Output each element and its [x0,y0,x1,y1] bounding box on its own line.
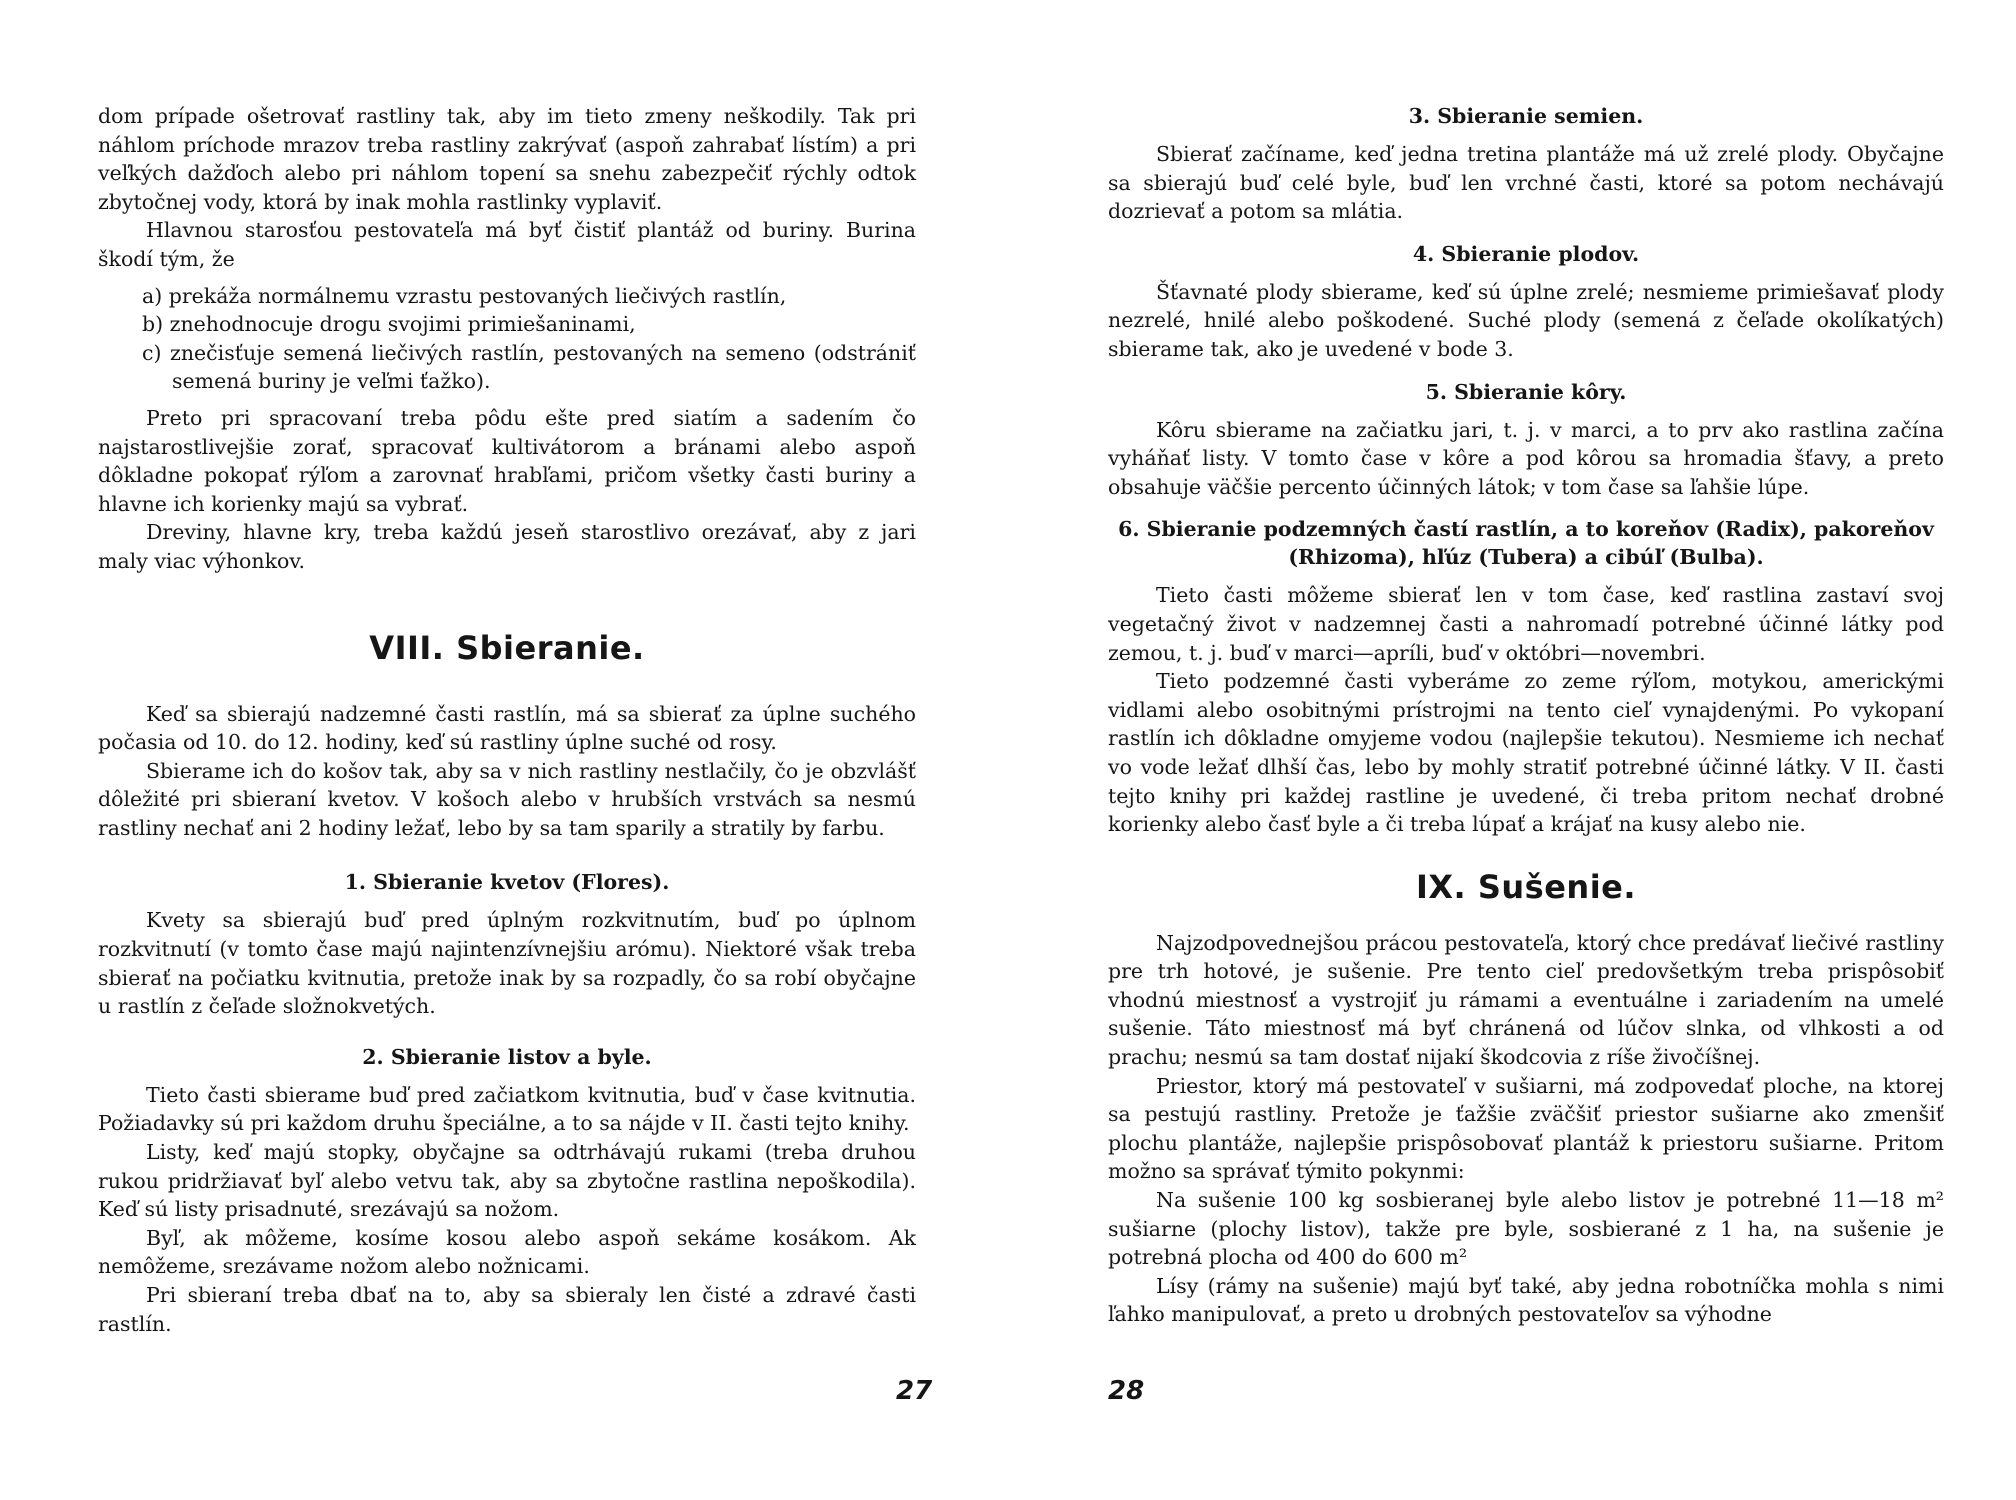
section-heading: 2. Sbieranie listov a byle. [362,1044,652,1069]
paragraph: Najzodpovednejšou prácou pestovateľa, ktorý chce predávať liečivé rastliny pre trh hotové, je sušenie. Pre tento cieľ predovšetkým treba prispôsobiť vhodnú miestnosť a vystrojiť ju rámami a eventuálne i zariadením na umelé sušenie. Táto miestnosť má byť chránená od lúčov slnka, od vlhkosti a od prachu; nesmú sa tam dostať nijakí škodcovia z ríše živočíšnej. [1108,930,1944,1070]
paragraph: Hlavnou starosťou pestovateľa má byť čistiť plantáž od buriny. Burina škodí tým, že [98,218,916,271]
list [142,282,916,396]
paragraph: dom prípade ošetrovať rastliny tak, aby im tieto zmeny neškodily. Tak pri náhlom príchode mrazov treba rastliny zakrývať (aspoň zahrabať lístím) a pri veľkých dažďoch alebo pri náhlom topení sa snehu zabezpečiť rýchly odtok zbytočnej vody, ktorá by inak mohla rastlinky vyplaviť. [98,104,916,214]
chapter-title: IX. Sušenie. [1415,867,1637,906]
paragraph: Kôru sbierame na začiatku jari, t. j. v marci, a to prv ako rastlina začína vyháňať listy. V tomto čase v kôre a pod kôrou sa hromadia šťavy, a preto obsahuje väčšie percento účinných látok; v tom čase sa ľahšie lúpe. [1108,417,1944,499]
right-page-text [1108,102,1944,1329]
paragraph: Tieto podzemné časti vyberáme zo zeme rýľom, motykou, americkými vidlami alebo osobitnými prístrojmi na tento cieľ vynajdenými. Po vykopaní rastlín ich dôkladne omyjeme vodou (najlepšie tekutou). Nesmieme ich nechať vo vode ležať dlhší čas, lebo by mohly stratiť potrebné účinné látky. V II. časti tejto knihy pri každej rastline je uvedené, či treba pritom nechať drobné korienky alebo časť byle a či treba lúpať a krájať na kusy alebo nie. [1108,669,1944,837]
paragraph: Lísy (rámy na sušenie) majú byť také, aby jedna robotníčka mohla s nimi ľahko manipulovať, a preto u drobných pestovateľov sa výhodne [1108,1273,1944,1327]
paragraph: Tieto časti sbierame buď pred začiatkom kvitnutia, buď v čase kvitnutia. Požiadavky sú pri každom druhu špeciálne, a to sa nájde v II. časti tejto knihy. [98,1082,916,1136]
paragraph: Byľ, ak môžeme, kosíme kosou alebo aspoň sekáme kosákom. Ak nemôžeme, srezávame nožom alebo nožnicami. [98,1225,916,1279]
list-item: b) znehodnocuje drogu svojimi primiešaninami, [142,312,636,337]
right-page [1008,0,2016,1500]
list-item: c) znečisťuje semená liečivých rastlín, pestovaných na semeno (odstrániť semená buriny je veľmi ťažko). [142,340,916,394]
paragraph: Keď sa sbierajú nadzemné časti rastlín, má sa sbierať za úplne suchého počasia od 10. do 12. hodiny, keď sú rastliny úplne suché od rosy. [98,701,916,755]
page-number: 28 [1108,1376,1145,1406]
paragraph: Listy, keď majú stopky, obyčajne sa odtrhávajú rukami (treba druhou rukou pridržiavať byľ alebo vetvu tak, aby sa zbytočne rastlina nepoškodila). Keď sú listy prisadnuté, srezávajú sa nožom. [98,1140,916,1222]
paragraph: Dreviny, hlavne kry, treba každú jeseň starostlivo orezávať, aby z jari maly viac výhonkov. [98,520,916,573]
paragraph: Priestor, ktorý má pestovateľ v sušiarni, má zodpovedať ploche, na ktorej sa pestujú rastliny. Pretože je ťažšie zväčšiť priestor sušiarne ako zmenšiť plochu plantáže, najlepšie prispôsobovať plantáž k priestoru sušiarne. Pritom možno sa správať týmito pokynmi: [1108,1073,1944,1184]
paragraph: Preto pri spracovaní treba pôdu ešte pred siatím a sadením čo najstarostlivejšie zorať, spracovať kultivátorom a bránami alebo aspoň dôkladne pokopať rýľom a zarovnať hrabľami, pričom všetky časti buriny a hlavne ich korienky majú sa vybrať. [98,405,916,516]
page-number: 27 [896,1376,933,1406]
section-heading: 5. Sbieranie kôry. [1425,379,1627,404]
paragraph: Kvety sa sbierajú buď pred úplným rozkvitnutím, buď po úplnom rozkvitnutí (v tomto čase majú najintenzívnejšiu arómu). Niektoré však treba sbierať na počiatku kvitnutia, pretože inak by sa rozpadly, čo sa robí obyčajne u rastlín z čeľade složnokvetých. [98,908,916,1019]
paragraph: Šťavnaté plody sbierame, keď sú úplne zrelé; nesmieme primiešavať plody nezrelé, hnilé alebo poškodené. Suché plody (semená z čeľade okolíkatých) sbierame tak, ako je uvedené v bode 3. [1108,279,1944,361]
paragraph: Na sušenie 100 kg sosbieranej byle alebo listov je potrebné 11—18 m² sušiarne (plochy listov), takže pre byle, sosbierané z 1 ha, na sušenie je potrebná plocha od 400 do 600 m² [1108,1188,1944,1270]
paragraph: Sbierame ich do košov tak, aby sa v nich rastliny nestlačily, čo je obzvlášť dôležité pri sbieraní kvetov. V košoch alebo v hrubších vrstvách sa nesmú rastliny nechať ani 2 hodiny ležať, lebo by sa tam sparily a stratily by farbu. [98,758,916,840]
section-heading: 6. Sbieranie podzemných častí rastlín, a to koreňov (Radix), pakoreňov (Rhizoma), hľúz (Tubera) a cibúľ (Bulba). [1118,517,1934,570]
chapter-title: VIII. Sbieranie. [369,628,645,667]
section-heading: 4. Sbieranie plodov. [1412,241,1640,266]
paragraph: Tieto časti môžeme sbierať len v tom čase, keď rastlina zastaví svoj vegetačný život v nadzemnej časti a nahromadí potrebné účinné látky pod zemou, t. j. buď v marci—apríli, buď v októbri—novembri. [1108,583,1944,665]
section-heading: 3. Sbieranie semien. [1408,104,1644,128]
left-page-text [98,102,916,1338]
paragraph: Sbierať začíname, keď jedna tretina plantáže má už zrelé plody. Obyčajne sa sbierajú buď celé byle, buď len vrchné časti, ktoré sa potom nechávajú dozrievať a potom sa mlátia. [1108,142,1944,224]
list-item: a) prekáža normálnemu vzrastu pestovaných liečivých rastlín, [142,283,787,308]
paragraph: Pri sbieraní treba dbať na to, aby sa sbieraly len čisté a zdravé časti rastlín. [98,1283,916,1336]
section-heading: 1. Sbieranie kvetov (Flores). [344,870,670,895]
